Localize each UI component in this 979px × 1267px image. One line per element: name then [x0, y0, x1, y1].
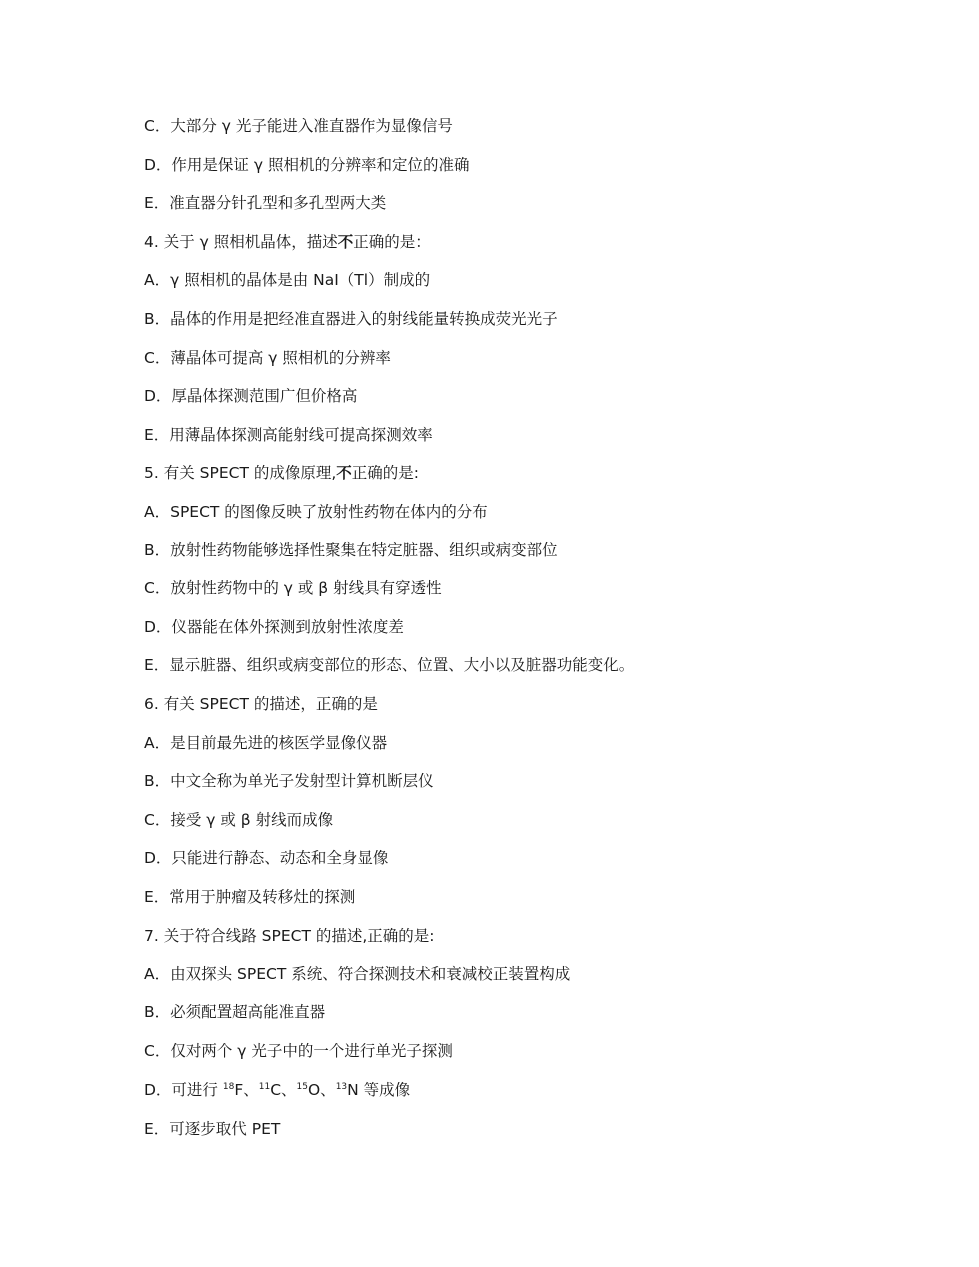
question-text: 正确的是: — [351, 464, 420, 482]
option-line: C．薄晶体可提高 γ 照相机的分辨率 — [144, 349, 391, 367]
option-line: D．只能进行静态、动态和全身显像 — [144, 849, 389, 867]
option-text: F、 — [234, 1081, 259, 1099]
isotope-mass-number: 13 — [335, 1081, 348, 1092]
question-line — [144, 232, 431, 252]
option-text: O、 — [307, 1081, 336, 1099]
option-line: C．大部分 γ 光子能进入准直器作为显像信号 — [144, 117, 453, 135]
option-line: D．厚晶体探测范围广但价格高 — [144, 387, 358, 405]
option-line: B．中文全称为单光子发射型计算机断层仪 — [144, 772, 434, 790]
option-line: A．由双探头 SPECT 系统、符合探测技术和衰减校正装置构成 — [144, 965, 571, 983]
option-line: B．放射性药物能够选择性聚集在特定脏器、组织或病变部位 — [144, 541, 558, 559]
option-line: B．晶体的作用是把经准直器进入的射线能量转换成荧光光子 — [144, 310, 558, 328]
option-line: E．准直器分针孔型和多孔型两大类 — [144, 194, 387, 212]
question-line — [144, 463, 419, 483]
option-line: B．必须配置超高能准直器 — [144, 1003, 326, 1021]
option-line: A．SPECT 的图像反映了放射性药物在体内的分布 — [144, 503, 488, 521]
isotope-mass-number: 18 — [222, 1081, 235, 1092]
question-line: 7. 关于符合线路 SPECT 的描述,正确的是: — [144, 927, 435, 945]
isotope-mass-number: 11 — [258, 1081, 271, 1092]
option-line: E．用薄晶体探测高能射线可提高探测效率 — [144, 426, 433, 444]
question-text: 5. 有关 SPECT 的成像原理, — [144, 464, 337, 482]
option-line: E．常用于肿瘤及转移灶的探测 — [144, 888, 356, 906]
option-text: D．可进行 — [144, 1081, 223, 1099]
option-line: A．是目前最先进的核医学显像仪器 — [144, 734, 388, 752]
option-line: E．可逐步取代 PET — [144, 1120, 281, 1138]
option-line: C．仅对两个 γ 光子中的一个进行单光子探测 — [144, 1042, 453, 1060]
question-text: 4. 关于 γ 照相机晶体，描述 — [144, 233, 338, 251]
question-line: 6. 有关 SPECT 的描述，正确的是 — [144, 695, 378, 713]
question-text: 正确的是： — [353, 233, 431, 251]
option-line: C．放射性药物中的 γ 或 β 射线具有穿透性 — [144, 579, 442, 597]
option-text: C、 — [270, 1081, 297, 1099]
option-line: C．接受 γ 或 β 射线而成像 — [144, 811, 334, 829]
emphasis-text: 不 — [337, 233, 354, 251]
option-line: D．仪器能在体外探测到放射性浓度差 — [144, 618, 404, 636]
emphasis-text: 不 — [336, 464, 352, 482]
option-line: D．作用是保证 γ 照相机的分辨率和定位的准确 — [144, 156, 470, 174]
option-text: N 等成像 — [347, 1081, 411, 1099]
isotope-mass-number: 15 — [296, 1081, 308, 1092]
option-line — [144, 1080, 410, 1100]
option-line: E．显示脏器、组织或病变部位的形态、位置、大小以及脏器功能变化。 — [144, 656, 635, 674]
option-line: A．γ 照相机的晶体是由 NaI（Tl）制成的 — [144, 271, 431, 289]
